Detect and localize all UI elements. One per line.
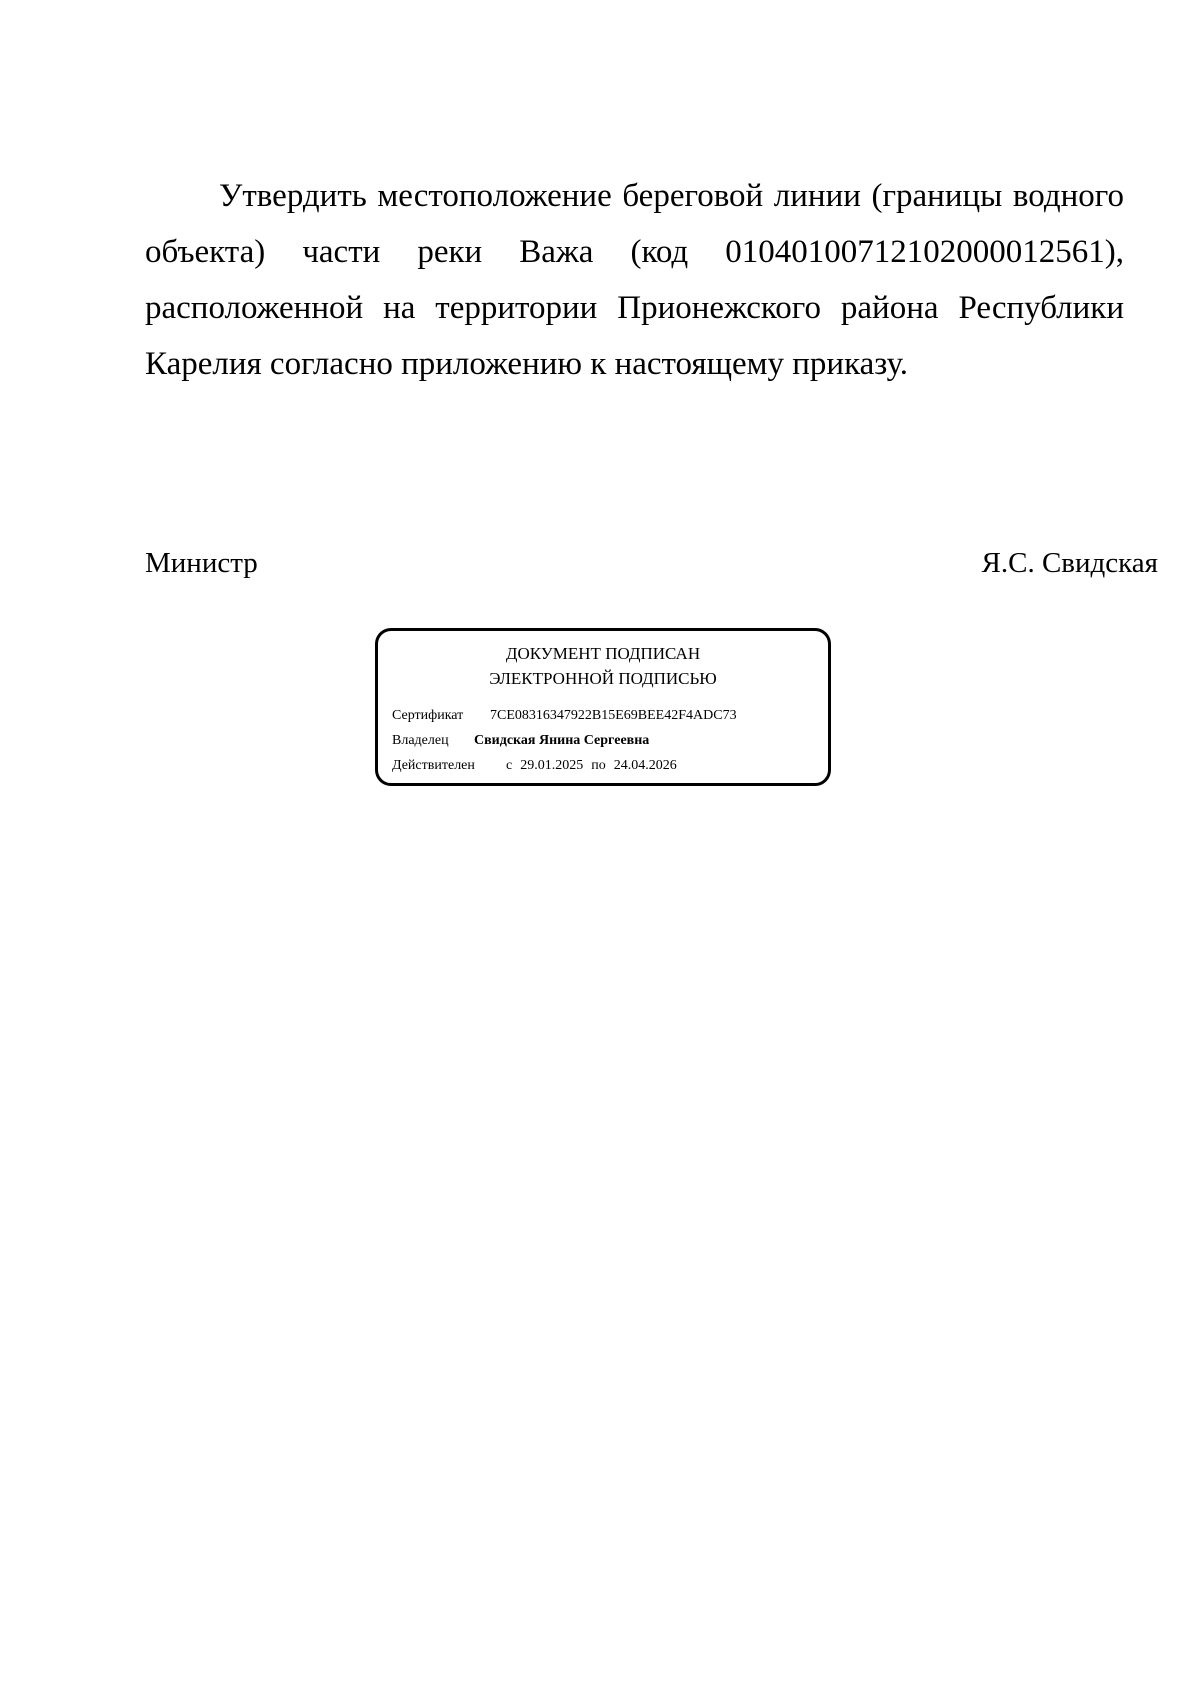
stamp-heading-line-1: ДОКУМЕНТ ПОДПИСАН: [505, 644, 701, 663]
certificate-label: Сертификат: [392, 708, 464, 723]
stamp-owner-row: [392, 728, 737, 753]
owner-value: Свидская Янина Сергеевна: [474, 733, 650, 748]
valid-label: Действителен: [392, 758, 475, 773]
stamp-heading-line-2: ЭЛЕКТРОННОЙ ПОДПИСЬЮ: [489, 669, 717, 688]
stamp-heading: [378, 641, 828, 691]
signer-position: Министр: [145, 547, 258, 579]
electronic-signature-stamp: [375, 628, 831, 786]
signer-name: Я.С. Свидская: [981, 547, 1158, 579]
stamp-details: [392, 703, 737, 778]
valid-from-date: 29.01.2025: [520, 758, 584, 773]
order-paragraph: Утвердить местоположение береговой линии (границы водного объекта) части реки Важа (код 01040100712102000012561), расположенной на территории Прионежского района Республики Карелия согласно приложению к настоящему приказу.: [145, 178, 1124, 382]
certificate-value: 7CE08316347922B15E69BEE42F4ADC73: [490, 708, 737, 723]
valid-to-prefix: по: [591, 758, 606, 773]
stamp-validity-row: [392, 753, 737, 778]
owner-label: Владелец: [392, 733, 449, 748]
valid-to-date: 24.04.2026: [613, 758, 677, 773]
stamp-certificate-row: [392, 703, 737, 728]
valid-from-prefix: с: [506, 758, 513, 773]
